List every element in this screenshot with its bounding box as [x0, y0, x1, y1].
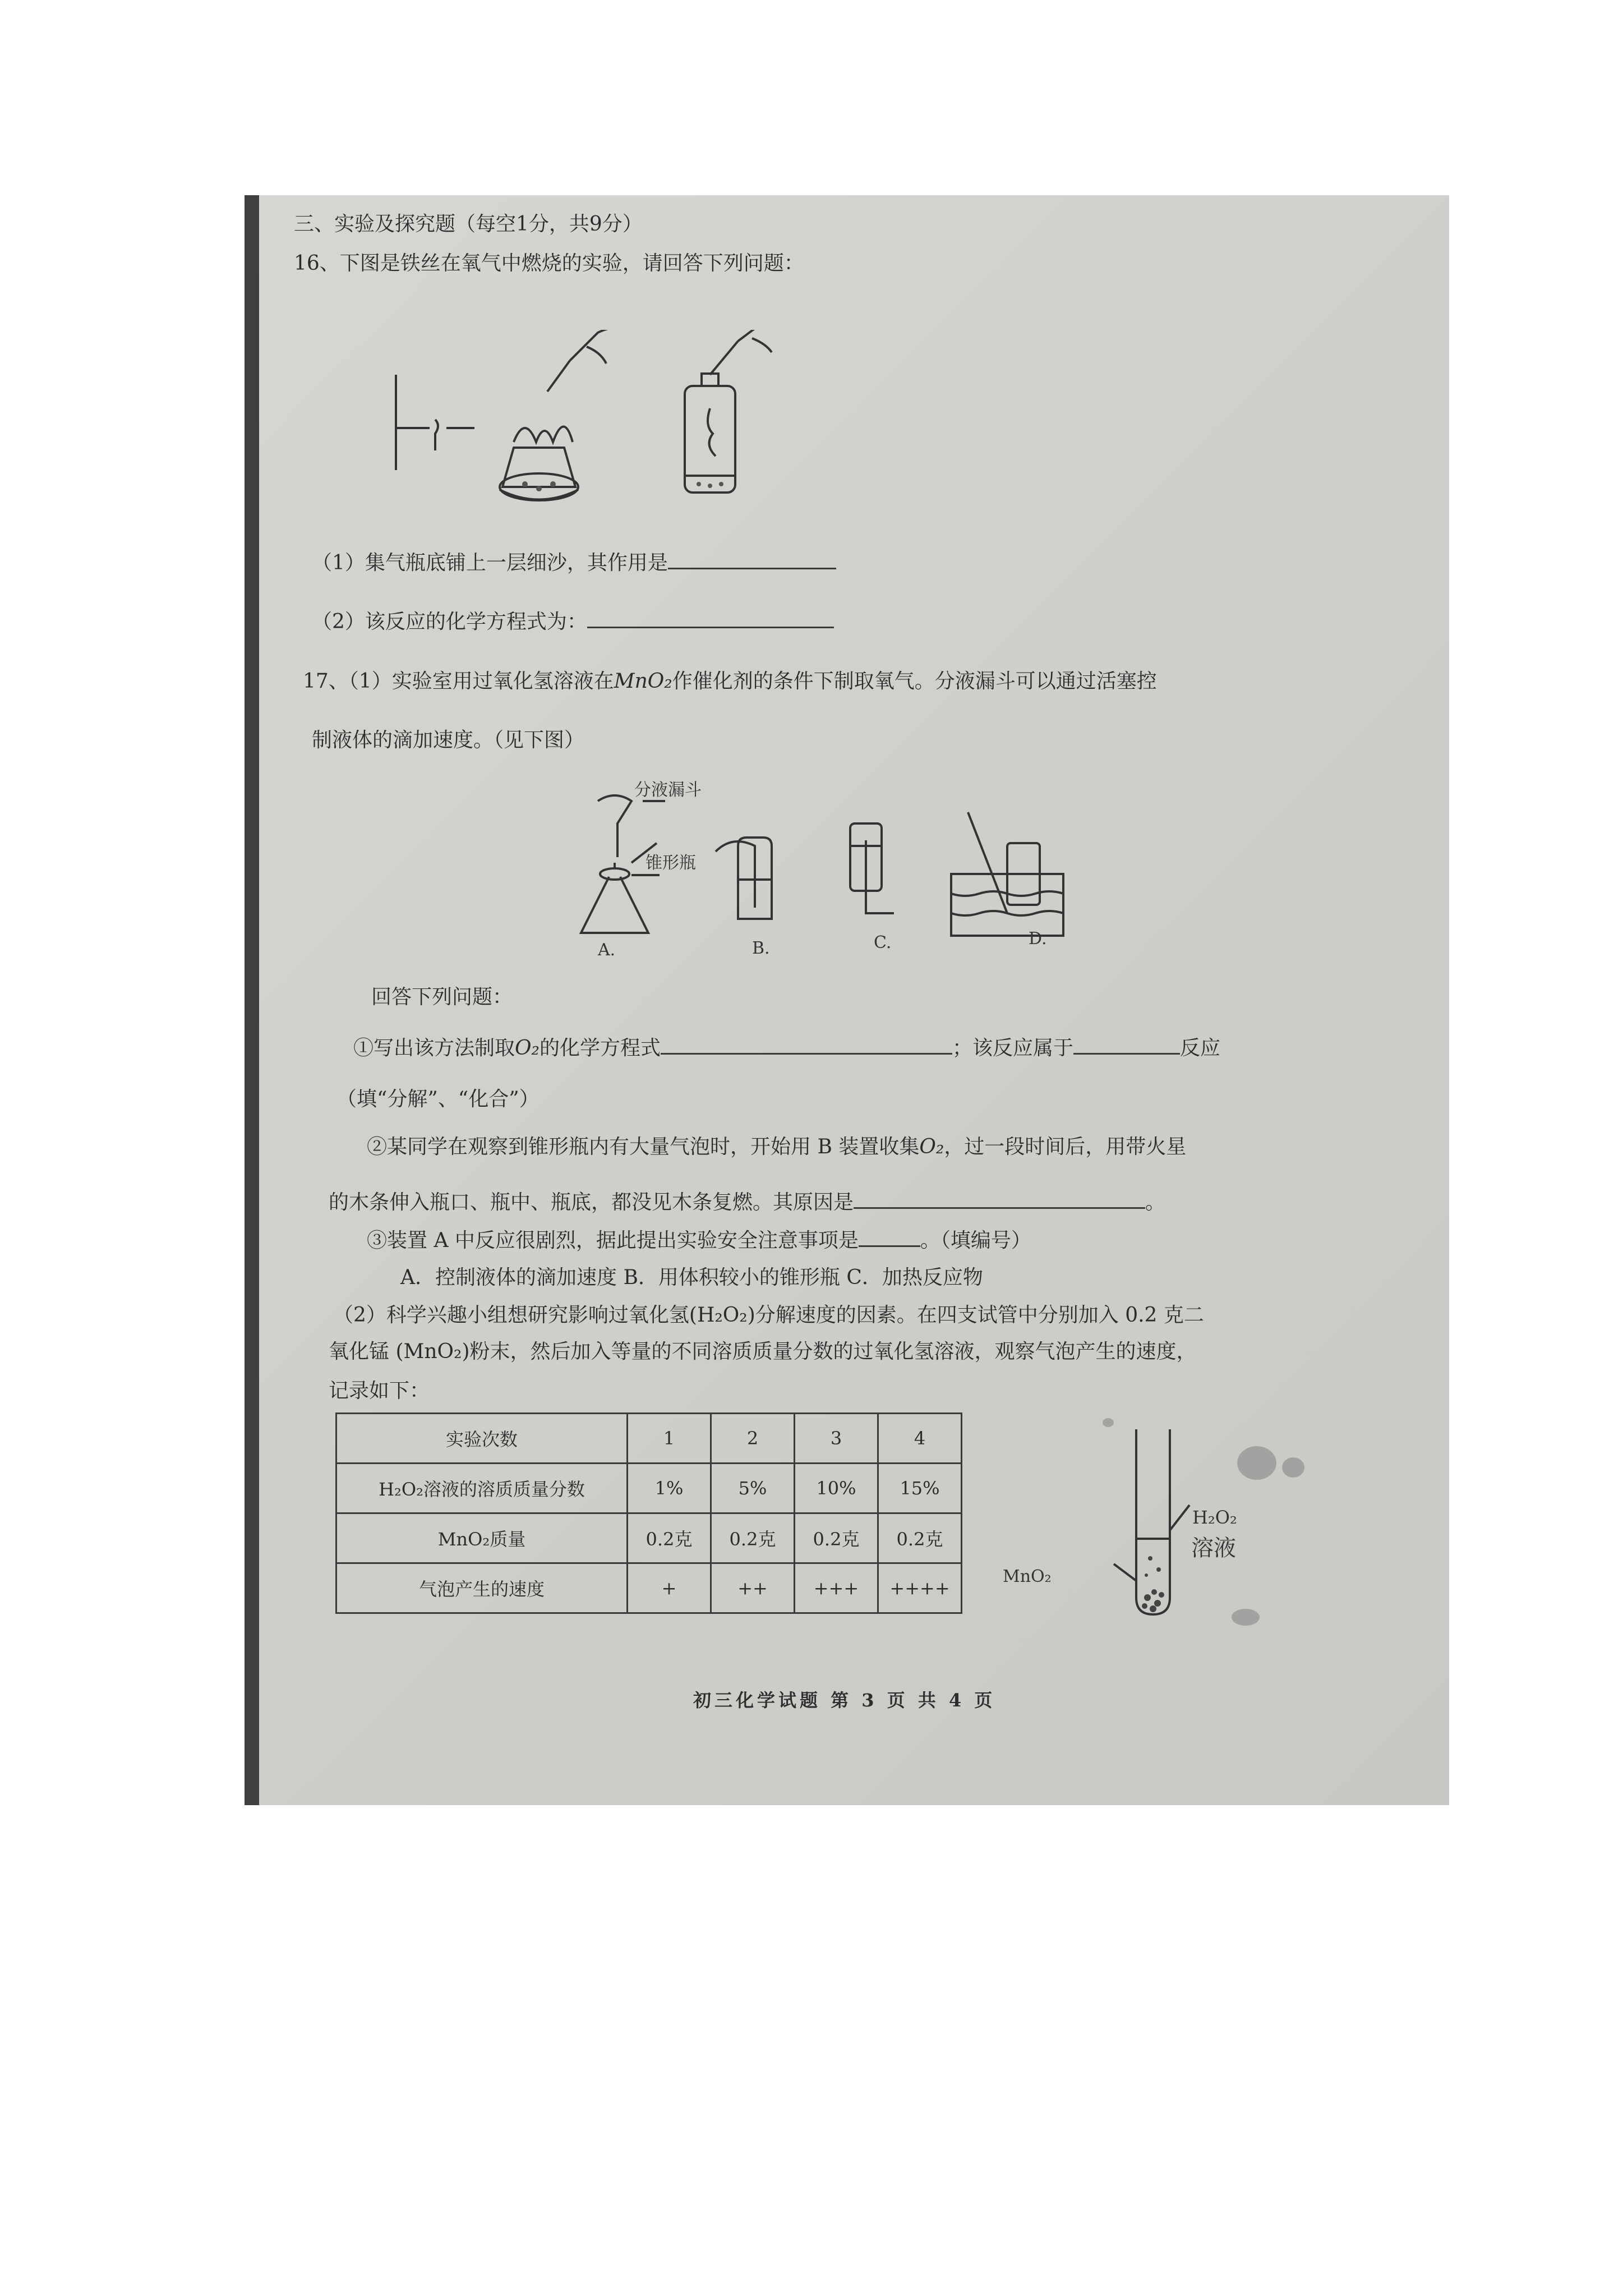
table-row-header: 实验次数 — [336, 1414, 628, 1464]
q17-sub2-line1: ②某同学在观察到锥形瓶内有大量气泡时，开始用 B 装置收集O₂，过一段时间后，用带火星 — [367, 1135, 1187, 1158]
smudge — [1103, 1418, 1114, 1427]
label-separatory-funnel: 分液漏斗 — [634, 780, 702, 800]
q17-sub1-note: （填“分解”、“化合”） — [336, 1088, 540, 1111]
q17-part2-line3: 记录如下： — [329, 1379, 430, 1402]
table-cell: 1% — [628, 1464, 711, 1513]
section-title: 三、实验及探究题（每空1分，共9分） — [294, 213, 643, 236]
table-cell: +++ — [795, 1563, 878, 1613]
q17-part2-line2: 氧化锰 (MnO₂)粉末，然后加入等量的不同溶质质量分数的过氧化氢溶液，观察气泡产生的速度， — [329, 1340, 1197, 1363]
table-cell: ++++ — [878, 1563, 962, 1613]
q17-options: A．控制液体的滴加速度 B．用体积较小的锥形瓶 C．加热反应物 — [400, 1266, 983, 1289]
table-cell: 10% — [795, 1464, 878, 1513]
table-row — [336, 1563, 962, 1613]
apparatus-label-b: B. — [752, 938, 770, 958]
table-cell: 2 — [711, 1414, 795, 1464]
photo-edge-shadow — [245, 195, 259, 1805]
table-cell: 3 — [795, 1414, 878, 1464]
answer-blank[interactable] — [587, 608, 834, 628]
apparatus-label-a: A. — [598, 940, 616, 960]
label-h2o2: H₂O₂ — [1192, 1507, 1237, 1528]
table-cell: 0.2克 — [878, 1513, 962, 1563]
q17-sub1: ①写出该方法制取O₂的化学方程式 ；该反应属于 反应 — [353, 1034, 1220, 1061]
q17-part2-line1: （2）科学兴趣小组想研究影响过氧化氢(H₂O₂)分解速度的因素。在四支试管中分别加入 0.2 克二 — [333, 1304, 1204, 1327]
table-cell: 0.2克 — [628, 1513, 711, 1563]
answer-blank[interactable] — [859, 1226, 920, 1247]
table-row — [336, 1464, 962, 1513]
iron-wire-combustion-diagram — [379, 330, 940, 543]
smudge — [1237, 1446, 1276, 1480]
table-row — [336, 1414, 962, 1464]
answer-blank[interactable] — [854, 1188, 1145, 1209]
answer-blank[interactable] — [1073, 1034, 1180, 1055]
answer-blank[interactable] — [661, 1034, 952, 1055]
answer-blank[interactable] — [668, 549, 836, 569]
label-solution: 溶液 — [1191, 1535, 1236, 1561]
q17-sub3: ③装置 A 中反应很剧烈，据此提出实验安全注意事项是 。（填编号） — [367, 1226, 1031, 1253]
q16-stem: 16、下图是铁丝在氧气中燃烧的实验，请回答下列问题： — [294, 252, 804, 275]
table-row-header: 气泡产生的速度 — [336, 1563, 628, 1613]
q17-answer-prompt: 回答下列问题： — [371, 986, 513, 1009]
table-cell: 1 — [628, 1414, 711, 1464]
page-footer: 初三化学试题 第 3 页 共 4 页 — [693, 1690, 996, 1711]
table-cell: + — [628, 1563, 711, 1613]
table-cell: ++ — [711, 1563, 795, 1613]
oxygen-apparatus-diagram — [559, 779, 1097, 947]
table-row-header: MnO₂质量 — [336, 1513, 628, 1563]
table-cell: 0.2克 — [795, 1513, 878, 1563]
table-cell: 0.2克 — [711, 1513, 795, 1563]
q16-part1: （1）集气瓶底铺上一层细沙，其作用是 — [312, 549, 836, 576]
q16-part2: （2）该反应的化学方程式为： — [312, 608, 834, 634]
label-conical-flask: 锥形瓶 — [645, 853, 696, 873]
q17-stem-line1: 17、（1）实验室用过氧化氢溶液在MnO₂作催化剂的条件下制取氧气。分液漏斗可以通过活塞控 — [303, 670, 1157, 693]
q17-sub2-line2: 的木条伸入瓶口、瓶中、瓶底，都没见木条复燃。其原因是 。 — [329, 1188, 1165, 1215]
apparatus-label-d: D. — [1029, 929, 1047, 949]
table-row-header: H₂O₂溶液的溶质质量分数 — [336, 1464, 628, 1513]
table-cell: 5% — [711, 1464, 795, 1513]
apparatus-label-c: C. — [874, 933, 892, 953]
smudge — [1282, 1457, 1304, 1478]
label-mno2: MnO₂ — [1003, 1567, 1052, 1586]
table-cell: 15% — [878, 1464, 962, 1513]
table-row — [336, 1513, 962, 1563]
experiment-table — [335, 1412, 962, 1614]
q17-stem-line2: 制液体的滴加速度。（见下图） — [312, 729, 585, 752]
table-cell: 4 — [878, 1414, 962, 1464]
exam-sheet — [245, 195, 1449, 1805]
